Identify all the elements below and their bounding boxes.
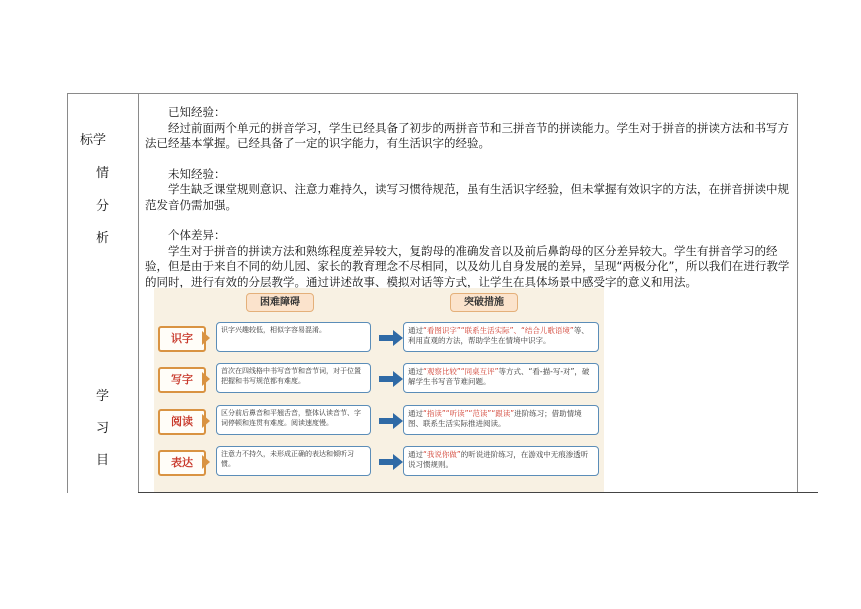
- solution-highlight: “观察比较”“同桌互评”: [423, 367, 499, 376]
- arrow-right-icon: [379, 371, 403, 387]
- row-label: 写字: [158, 367, 206, 393]
- solution-highlight: “看图识字”“联系生活实际”、“结合儿歌语境”: [423, 326, 574, 335]
- row-label: 识字: [158, 326, 206, 352]
- figure-row: [158, 361, 600, 397]
- unknown-title: 未知经验：: [168, 166, 226, 181]
- unknown-paragraph: 学生缺乏课堂规则意识、注意力难持久，读写习惯待规范，虽有生活识字经验，但未掌握有效识字的方法，在拼音拼读中规范发音仍需加强。: [145, 182, 789, 212]
- side-label-char: 学: [96, 389, 110, 404]
- solution-text: 的听说进阶练习，在游戏中无痕渗透听说习惯规则。: [408, 450, 589, 469]
- solution-text: 通过: [408, 450, 423, 459]
- solution-text: 通过: [408, 367, 423, 376]
- label-pointer: [202, 455, 210, 469]
- row-label: 表达: [158, 450, 206, 476]
- side-label-char: 习: [96, 421, 110, 436]
- known-paragraph: 经过前面两个单元的拼音学习，学生已经具备了初步的两拼音节和三拼音节的拼读能力。学生对于拼音的拼读方法和书写方法已经基本掌握。已经具备了一定的识字能力，有生活识字的经验。: [145, 120, 789, 150]
- table-top-border: [67, 93, 798, 94]
- side-label-char: 标学: [80, 133, 107, 148]
- difficulty-box: 注意力不持久，未形成正确的表达和倾听习惯。: [216, 446, 371, 476]
- difficulty-solution-figure: [154, 288, 604, 492]
- side-label-char: 情: [96, 166, 110, 181]
- figure-row: [158, 444, 600, 480]
- side-label-char: 分: [96, 199, 110, 214]
- table-bottom-border: [138, 492, 818, 493]
- arrow-right-icon: [379, 454, 403, 470]
- individual-diff-title: 个体差异：: [168, 228, 226, 242]
- table-left-border: [67, 93, 68, 493]
- individual-diff-paragraph: 学生对于拼音的拼读方法和熟练程度差异较大，复韵母的准确发音以及前后鼻韵母的区分差异较大。学生有拼音学习的经验，但是由于来自不同的幼儿园、家长的教育理念不尽相同，以及幼儿自身发展的差异，呈现“两极分化”，所以我们在进行教学的同时，进行有效的分层教学。通过讲述故事、模拟对话等方式，让学生在具体场景中感受字的意义和用法。: [145, 243, 790, 289]
- label-pointer: [202, 372, 210, 386]
- learning-analysis-text: [145, 105, 791, 290]
- difficulty-box: 识字兴趣较低，相似字容易混淆。: [216, 322, 371, 352]
- table-right-border: [797, 93, 798, 493]
- label-pointer: [202, 331, 210, 345]
- table-column-divider: [138, 93, 139, 493]
- header-difficulty: 困难障碍: [246, 293, 314, 312]
- side-label-char: 目: [96, 453, 110, 468]
- solution-box: [403, 405, 599, 435]
- difficulty-box: 首次在四线格中书写音节和音节词，对于位置把握和书写规范都有难度。: [216, 363, 371, 393]
- header-solution: 突破措施: [450, 293, 518, 312]
- side-label-char: 析: [96, 231, 110, 246]
- solution-text: 通过: [408, 326, 423, 335]
- solution-box: [403, 322, 599, 352]
- difficulty-box: 区分前后鼻音和平翘舌音，整体认读音节、字词停顿和连贯有难度。阅读速度慢。: [216, 405, 371, 435]
- figure-row: [158, 403, 600, 439]
- solution-text: 通过: [408, 409, 423, 418]
- solution-box: [403, 363, 599, 393]
- solution-text: 等方式、“看-描-写-对”，破解学生书写音节难问题。: [408, 367, 590, 386]
- solution-text: 进阶练习；借助情境图、联系生活实际推进阅读。: [408, 409, 582, 428]
- figure-row: [158, 320, 600, 356]
- arrow-right-icon: [379, 413, 403, 429]
- known-title: 已知经验：: [168, 105, 226, 119]
- solution-highlight: “我说你做”: [423, 450, 461, 459]
- label-pointer: [202, 414, 210, 428]
- solution-highlight: “指读”“听读”“范读”“跟读”: [423, 409, 515, 418]
- solution-text: 等、利用直观的方法，帮助学生在情境中识字。: [408, 326, 589, 345]
- solution-box: [403, 446, 599, 476]
- arrow-right-icon: [379, 330, 403, 346]
- row-label: 阅读: [158, 409, 206, 435]
